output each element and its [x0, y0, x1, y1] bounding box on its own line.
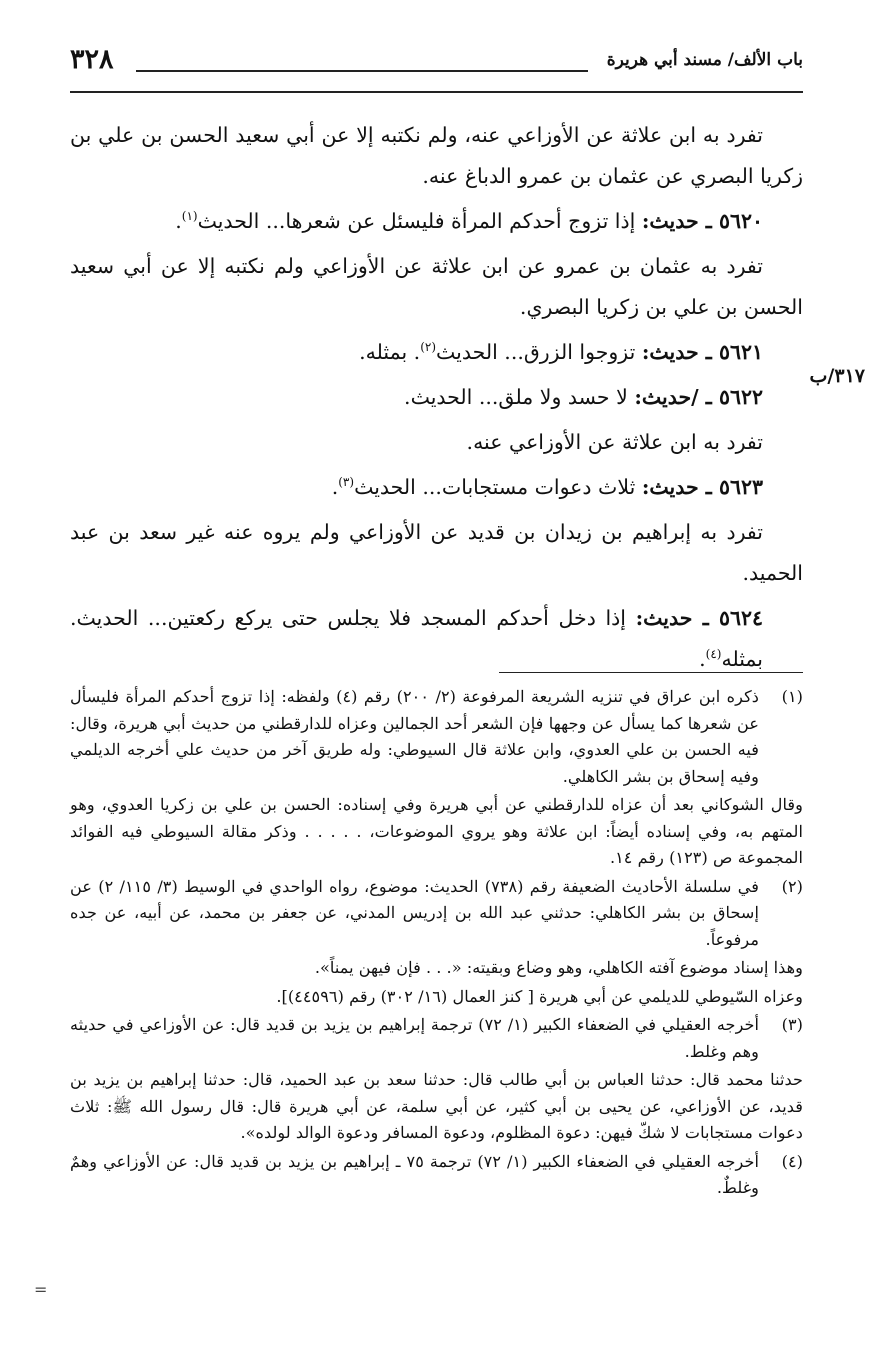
hadith-text: تزوجوا الزرق... الحديث [436, 340, 642, 364]
hadith-text: ثلاث دعوات مستجابات... الحديث [354, 475, 642, 499]
footnote-ref[interactable]: (٣) [338, 475, 355, 490]
hadith-number: ٥٦٢٠ ـ حديث: [641, 209, 763, 233]
footnote-text: أخرجه العقيلي في الضعفاء الكبير (١/ ٧٢) ترجمة إبراهيم بن يزيد بن قديد قال: عن الأوزاعي في حديثه وهم وغلط. [70, 1015, 760, 1061]
footnote-continuation: وعزاه السّيوطي للديلمي عن أبي هريرة [ كنز العمال (١٦/ ٣٠٢) رقم (٤٤٥٩٦)]. [276, 986, 803, 1006]
text-paragraph: تفرد به عثمان بن عمرو عن ابن علاثة عن الأوزاعي ولم نكتبه إلا عن أبي سعيد الحسن بن علي بن زكريا البصري. [70, 254, 803, 319]
text-paragraph: تفرد به ابن علاثة عن الأوزاعي عنه. [466, 430, 763, 454]
text-paragraph: تفرد به إبراهيم بن زيدان بن قديد عن الأوزاعي ولم يروه عنه غير سعد بن عبد الحميد. [70, 520, 803, 585]
footnote-number: (٢) [781, 876, 803, 896]
hadith-entry [70, 332, 803, 373]
footnote-separator [499, 672, 803, 673]
chapter-title: باب الألف/ مسند أبي هريرة [606, 50, 803, 70]
hadith-tail: . [331, 475, 339, 499]
footnote-4 [70, 1149, 803, 1202]
manuscript-folio-note: ٣١٧/ب [809, 365, 865, 387]
header-divider [70, 91, 803, 93]
footnote-number: (٤) [781, 1151, 803, 1171]
footnote-text: ذكره ابن عراق في تنزيه الشريعة المرفوعة (٢/ ٢٠٠) رقم (٤) ولفظه: إذا تزوج أحدكم المرأة فليسأل عن شعرها كما يسأل عن وجهها فإن الشعر أحد الجمالين وعزاه للدارقطني من حديث أبي هريرة، وقال: فيه الحسن بن علي العدوي، وابن علاثة قال السيوطي: وله طريق آخر من حديث علي أخرجه الديلمي وفيه إسحاق بن بشر الكاهلي. [70, 687, 759, 786]
footnote-ref[interactable]: (٤) [705, 647, 722, 662]
footnote-3 [70, 1012, 803, 1065]
footnote-1 [70, 684, 803, 790]
hadith-entry [70, 598, 803, 680]
footnote-text: أخرجه العقيلي في الضعفاء الكبير (١/ ٧٢) ترجمة ٧٥ ـ إبراهيم بن يزيد بن قديد قال: عن الأوزاعي وهمٌ وغلطٌ. [70, 1151, 759, 1197]
footnotes [70, 684, 803, 1204]
footnote-continuation: وقال الشوكاني بعد أن عزاه للدارقطني عن أبي هريرة وفي إسناده: الحسن بن علي بن زكريا العدوي، وهو المتهم به، وفي إسناده أيضاً: ابن علاثة وهو يروي الموضوعات، . . . . . وذكر مقالة السيوطي فيه الفوائد المجموعة ص (١٢٣) رقم ١٤. [70, 795, 803, 867]
footnote-text: في سلسلة الأحاديث الضعيفة رقم (٧٣٨) الحديث: موضوع، رواه الواحدي في الوسيط (٣/ ١١٥/ ٢) عن إسحاق بن بشر الكاهلي: حدثني عبد الله بن إدريس المدني، عن جعفر بن محمد، عن أبيه، عن جده مرفوعاً. [70, 876, 759, 949]
hadith-entry [70, 201, 803, 242]
main-text [70, 115, 803, 684]
header-rule [136, 70, 588, 72]
hadith-number: ٥٦٢٤ ـ حديث: [635, 606, 763, 630]
footnote-2 [70, 874, 803, 954]
footnote-number: (٣) [781, 1015, 803, 1034]
hadith-entry [70, 467, 803, 508]
hadith-tail: . [175, 209, 182, 233]
hadith-entry [70, 377, 803, 418]
footnote-continuation: حدثنا محمد قال: حدثنا العباس بن أبي طالب قال: حدثنا سعد بن عبد الحميد، قال: حدثنا إبراهيم بن يزيد بن قديد، عن الأوزاعي، عن يحيى بن أبي كثير، عن أبي سلمة، عن أبي هريرة قال: قال رسول الله ﷺ: ثلاث دعوات مستجابات لا شكّ فيهن: دعوة المظلوم، ودعوة المسافر ودعوة الوالد لولده». [70, 1070, 803, 1142]
hadith-tail: . بمثله. [359, 340, 421, 364]
page-header [70, 42, 803, 82]
footnote-ref[interactable]: (٢) [420, 340, 437, 355]
footnote-number: (١) [781, 687, 803, 706]
hadith-text: إذا تزوج أحدكم المرأة فليسئل عن شعرها... الحديث [197, 209, 642, 233]
footnote-continuation: وهذا إسناد موضوع آفته الكاهلي، وهو وضاع وبقيته: «. . . فإن فيهن يمناً». [314, 958, 803, 977]
footnote-ref[interactable]: (١) [181, 209, 198, 224]
hadith-text: لا حسد ولا ملق... الحديث. [404, 385, 635, 409]
hadith-number: ٥٦٢٣ ـ حديث: [641, 475, 763, 499]
hadith-number: ٥٦٢١ ـ حديث: [641, 340, 763, 364]
hadith-number: ٥٦٢٢ ـ /حديث: [634, 385, 763, 409]
hadith-tail: . [699, 647, 706, 671]
hadith-text: إذا دخل أحدكم المسجد فلا يجلس حتى يركع ركعتين... الحديث. بمثله [70, 606, 763, 671]
continuation-mark: = [34, 1280, 48, 1299]
page-number: ٣٢٨ [70, 44, 114, 75]
text-paragraph: تفرد به ابن علاثة عن الأوزاعي عنه، ولم نكتبه إلا عن أبي سعيد الحسن بن علي بن زكريا البصري عن عثمان بن عمرو الدباغ عنه. [70, 123, 803, 188]
